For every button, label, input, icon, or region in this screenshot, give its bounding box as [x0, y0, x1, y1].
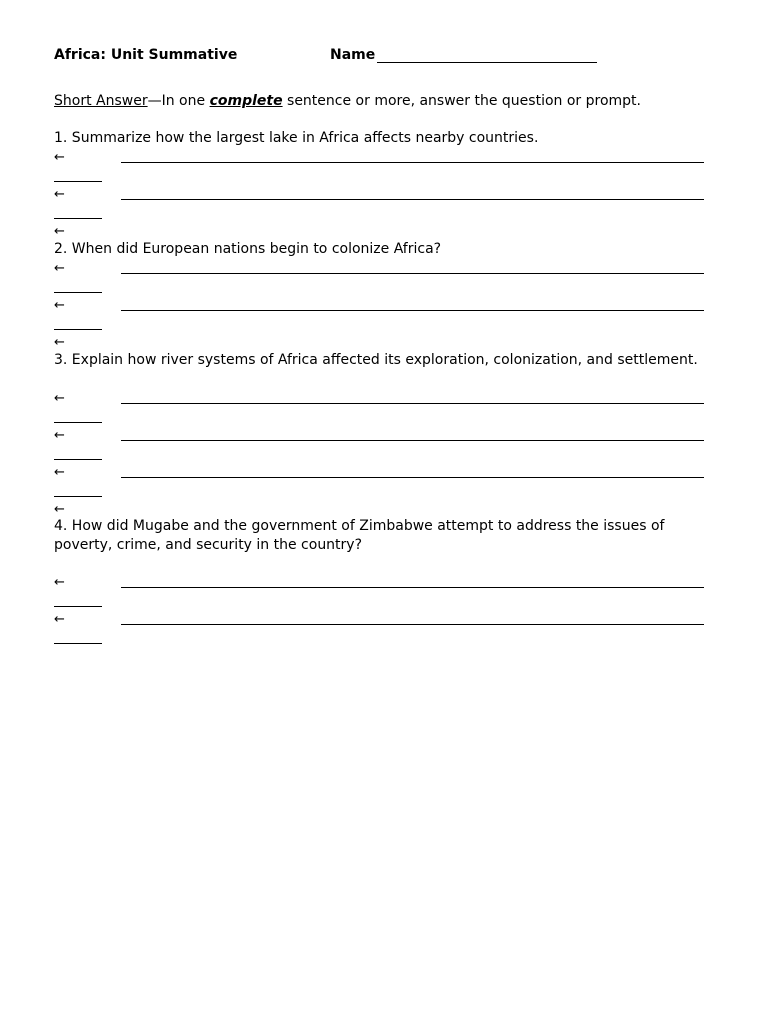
instructions-text-pre: In one — [161, 93, 210, 109]
answer-arrow-icon: ← — [54, 612, 65, 627]
answer-arrow-icon: ← — [54, 224, 65, 239]
instructions-dash: — — [147, 93, 162, 109]
short-answer-label: Short Answer — [54, 93, 148, 109]
answer-line-stub — [54, 643, 102, 644]
answer-arrow-icon: ← — [54, 391, 65, 406]
worksheet-title: Africa: Unit Summative — [54, 47, 238, 63]
answer-arrow-icon: ← — [54, 187, 65, 202]
answer-line[interactable] — [121, 403, 704, 404]
answer-line[interactable] — [121, 273, 704, 274]
name-label: Name — [330, 47, 376, 63]
instructions-emphasis: complete — [209, 93, 283, 109]
answer-arrow-icon: ← — [54, 261, 65, 276]
answer-arrow-icon: ← — [54, 298, 65, 313]
question-3: 3. Explain how river systems of Africa affected its exploration, colonization, and settlement. — [54, 352, 698, 368]
instructions — [54, 92, 641, 111]
answer-line-stub — [54, 422, 102, 423]
question-2: 2. When did European nations begin to colonize Africa? — [54, 241, 442, 257]
question-4: 4. How did Mugabe and the government of Zimbabwe attempt to address the issues of poverty, crime, and security in the country? — [54, 518, 665, 553]
answer-line-stub — [54, 292, 102, 293]
answer-line-stub — [54, 459, 102, 460]
answer-line-stub — [54, 181, 102, 182]
answer-line-stub — [54, 329, 102, 330]
answer-line-stub — [54, 496, 102, 497]
answer-line-stub — [54, 218, 102, 219]
answer-arrow-icon: ← — [54, 575, 65, 590]
answer-arrow-icon: ← — [54, 335, 65, 350]
name-field-line[interactable] — [377, 62, 597, 63]
answer-arrow-icon: ← — [54, 428, 65, 443]
question-1: 1. Summarize how the largest lake in Africa affects nearby countries. — [54, 130, 539, 146]
answer-arrow-icon: ← — [54, 465, 65, 480]
instructions-text-post: sentence or more, answer the question or prompt. — [282, 93, 641, 109]
answer-line[interactable] — [121, 310, 704, 311]
answer-line[interactable] — [121, 199, 704, 200]
answer-line[interactable] — [121, 587, 704, 588]
answer-arrow-icon: ← — [54, 150, 65, 165]
answer-line[interactable] — [121, 440, 704, 441]
answer-line-stub — [54, 606, 102, 607]
answer-line[interactable] — [121, 624, 704, 625]
answer-arrow-icon: ← — [54, 502, 65, 517]
answer-line[interactable] — [121, 477, 704, 478]
answer-line[interactable] — [121, 162, 704, 163]
